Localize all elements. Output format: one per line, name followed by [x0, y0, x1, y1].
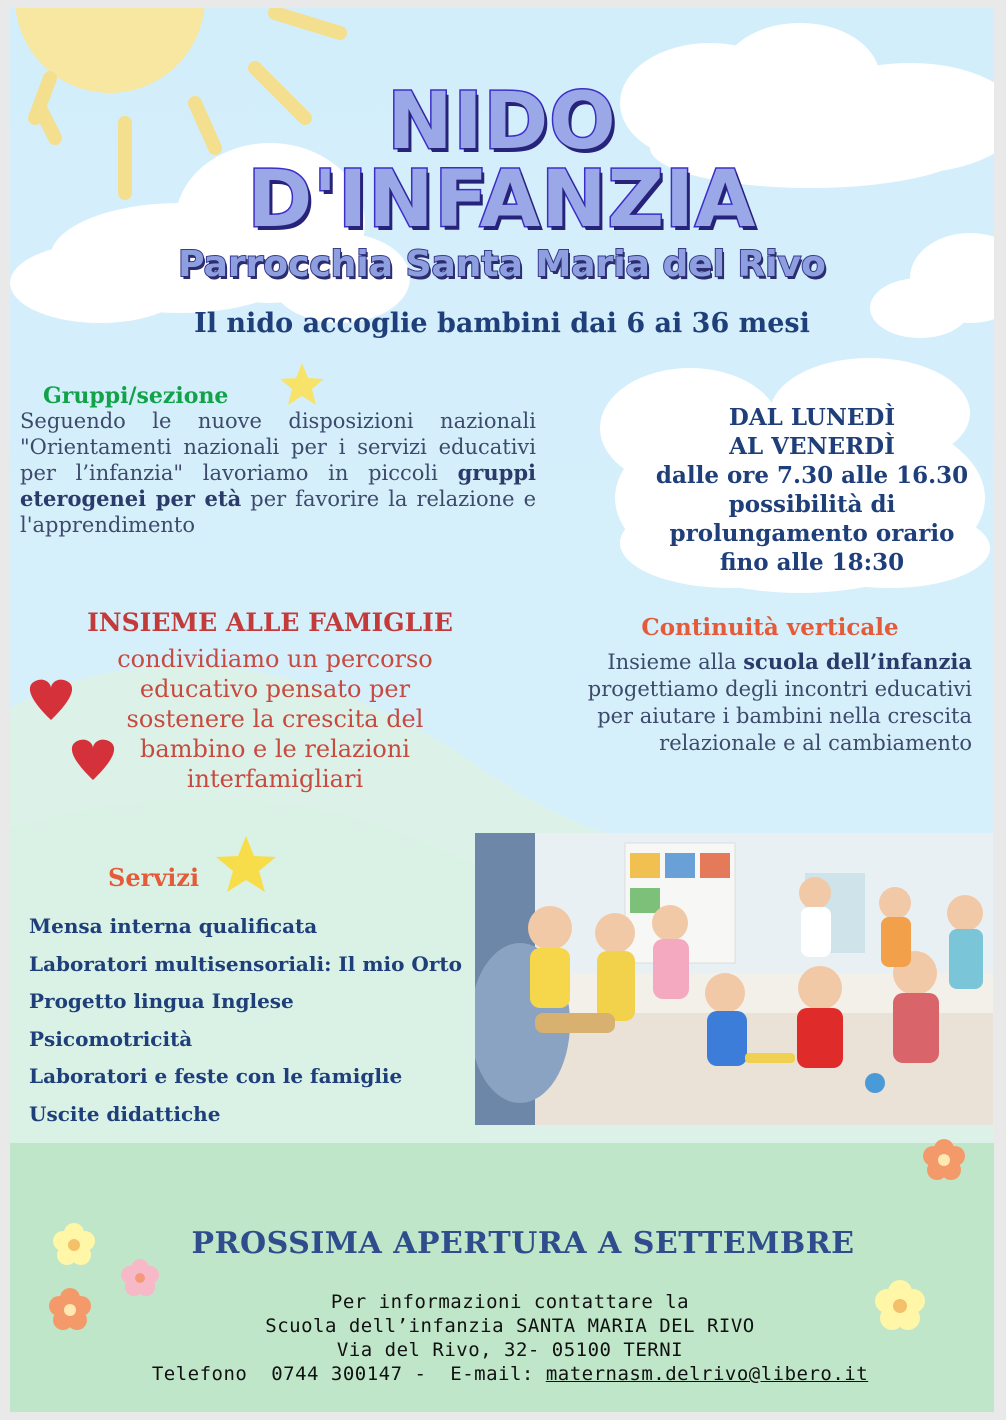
- groups-text: [20, 408, 536, 538]
- schedule-line-6: fino alle 18:30: [719, 549, 905, 576]
- age-line: Il nido accoglie bambini dai 6 ai 36 mesi: [194, 308, 810, 339]
- schedule-line-1: DAL LUNEDÌ: [728, 404, 896, 431]
- continuity-line-4: relazionale e al cambiamento: [659, 731, 972, 755]
- continuity-line-1: [480, 648, 972, 676]
- schedule-line-2: AL VENERDÌ: [729, 433, 895, 460]
- families-heading: INSIEME ALLE FAMIGLIE: [87, 608, 453, 637]
- continuity-line-2: progettiamo degli incontri educativi: [587, 677, 972, 701]
- schedule-box: [634, 403, 990, 577]
- title-line-2: D'INFANZIA: [247, 155, 757, 245]
- continuity-text-bold: scuola dell’infanzia: [743, 649, 972, 674]
- children-photo: [475, 833, 993, 1125]
- contact-phone: Telefono 0744 300147 - E-mail:: [151, 1363, 546, 1385]
- continuity-line-3: per aiutare i bambini nella crescita: [597, 704, 972, 728]
- service-item: Psicomotricità: [29, 1026, 193, 1051]
- service-item: Progetto lingua Inglese: [29, 989, 294, 1013]
- service-item: Laboratori multisensoriali: Il mio Orto: [29, 951, 462, 976]
- continuity-text-start: Insieme alla: [607, 650, 744, 674]
- contact-line-3: Via del Rivo, 32- 05100 TERNI: [336, 1339, 684, 1361]
- contact-line-4: [10, 1362, 994, 1386]
- email-link[interactable]: maternasm.delrivo@libero.it: [545, 1363, 869, 1385]
- services-heading: Servizi: [108, 863, 200, 892]
- groups-text-end: per favorire la relazione e l'apprendimento: [20, 487, 536, 537]
- schedule-line-4: possibilità di: [728, 491, 896, 518]
- groups-text-bold: gruppi eterogenei per età: [20, 460, 536, 511]
- services-list: [29, 908, 462, 1133]
- service-item: Uscite didattiche: [29, 1101, 221, 1126]
- groups-heading: Gruppi/sezione: [43, 383, 229, 409]
- continuity-heading: Continuità verticale: [641, 614, 899, 641]
- poster: [10, 8, 994, 1412]
- families-text: condividiamo un percorso educativo pensato per sostenere la crescita del bambino e le relazioni interfamigliari: [117, 645, 433, 793]
- opening-announcement: PROSSIMA APERTURA A SETTEMBRE: [191, 1226, 855, 1261]
- star-icon: [280, 363, 324, 405]
- groups-text-start: Seguendo le nuove disposizioni nazionali "Orientamenti nazionali per i servizi educativi per l’infanzia" lavoriamo in piccoli: [20, 409, 536, 485]
- contact-line-1: Per informazioni contattare la: [330, 1291, 690, 1313]
- schedule-line-5: prolungamento orario: [669, 520, 955, 547]
- title-line-1: NIDO: [387, 77, 617, 167]
- service-item: Laboratori e feste con le famiglie: [29, 1064, 403, 1088]
- service-item: Mensa interna qualificata: [29, 914, 318, 938]
- contact-line-2: Scuola dell’infanzia SANTA MARIA DEL RIVO: [265, 1315, 755, 1337]
- contact-info: [10, 1290, 994, 1386]
- continuity-text: [480, 648, 972, 757]
- schedule-line-3: dalle ore 7.30 alle 16.30: [655, 462, 969, 489]
- subtitle: Parrocchia Santa Maria del Rivo: [178, 244, 826, 285]
